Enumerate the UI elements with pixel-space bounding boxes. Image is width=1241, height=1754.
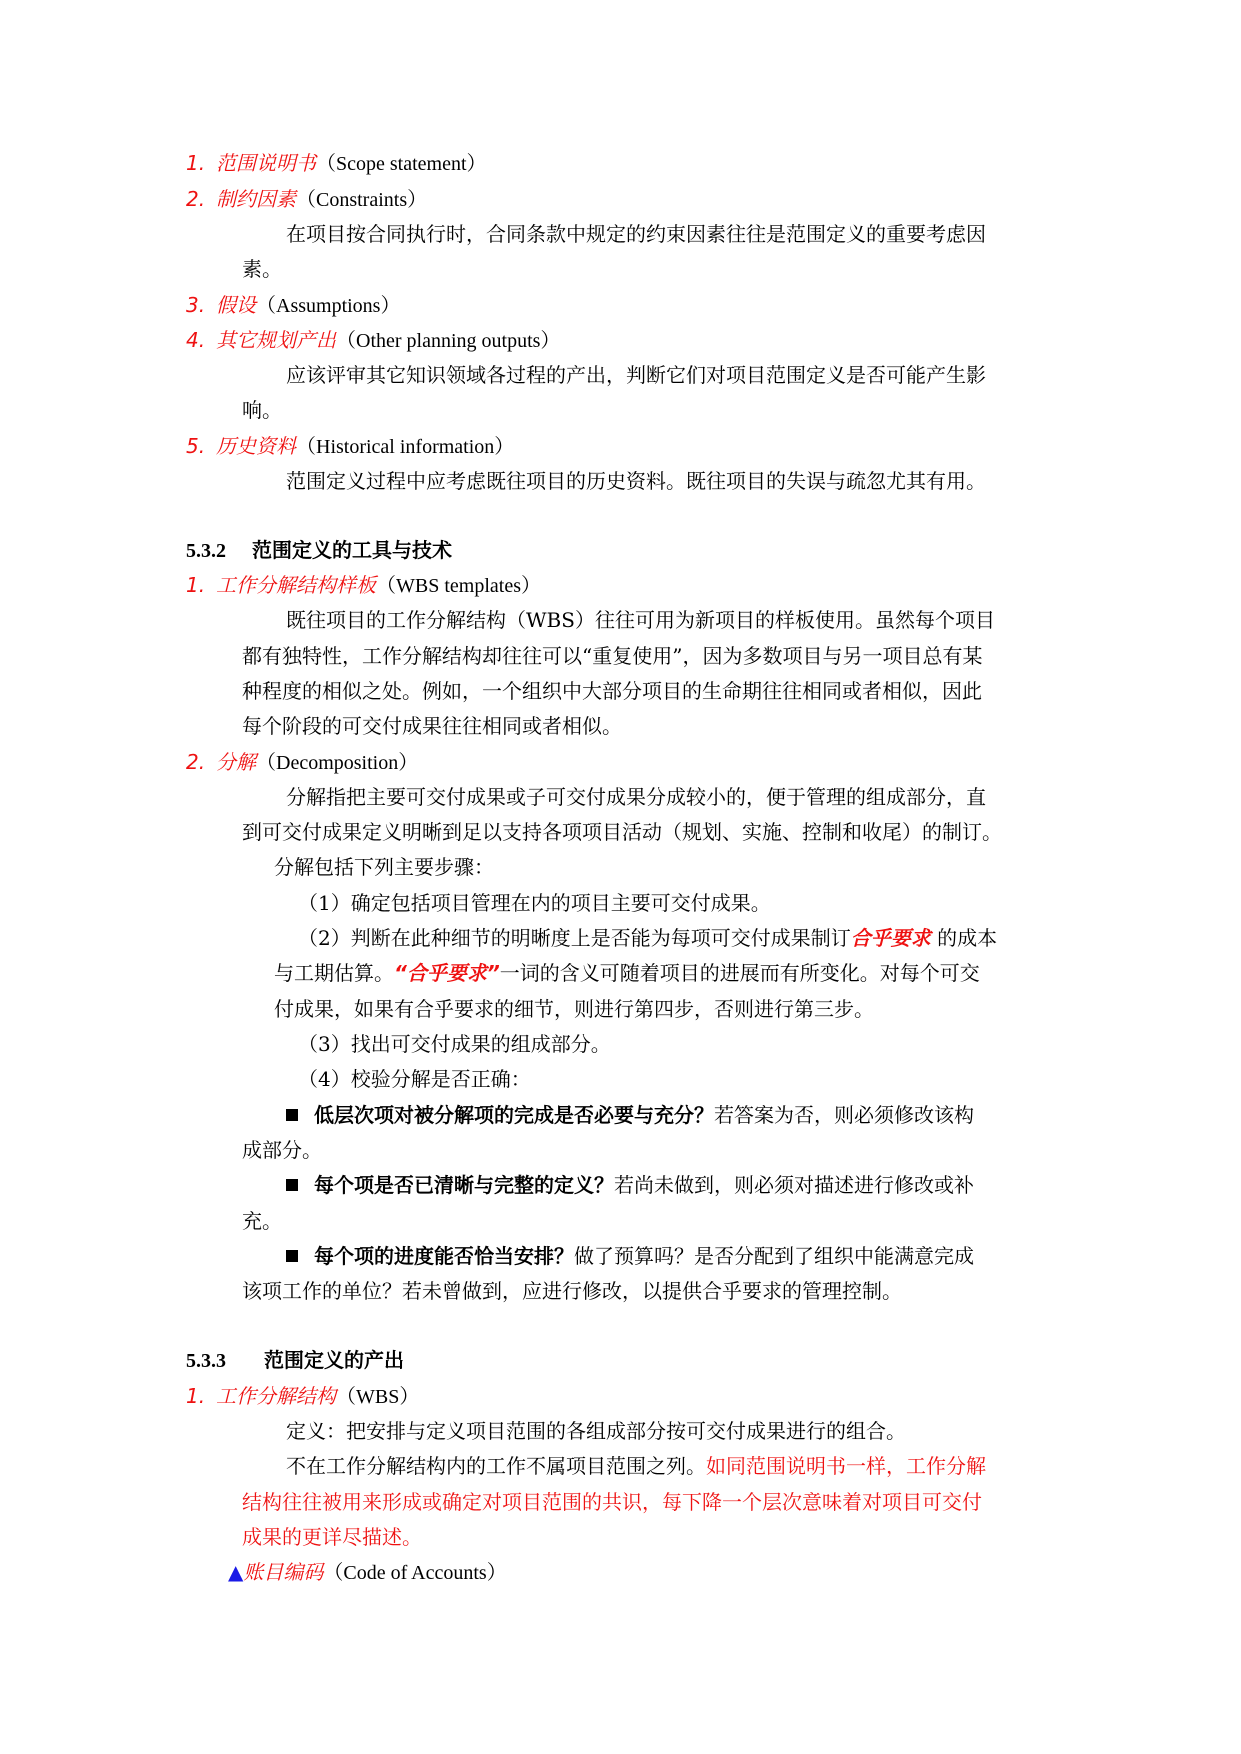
check-question: 低层次项对被分解项的完成是否必要与充分？	[314, 1103, 714, 1127]
item-english: （Code of Accounts）	[323, 1562, 507, 1584]
paragraph-line: 在项目按合同执行时，合同条款中规定的约束因素往往是范围定义的重要考虑因	[286, 222, 986, 246]
paragraph-line: 都有独特性，工作分解结构却往往可以“重复使用”，因为多数项目与另一项目总有某	[242, 644, 983, 668]
paragraph-line: 每个阶段的可交付成果往往相同或者相似。	[242, 714, 622, 738]
section-number: 5.3.3	[186, 1350, 226, 1372]
item-wbs	[186, 1382, 419, 1410]
item-english: （Assumptions）	[256, 295, 401, 317]
step-text: 的成本	[930, 926, 998, 950]
paragraph-line: 成部分。	[242, 1138, 322, 1162]
item-number: 2.	[186, 750, 206, 774]
step-4: （4）校验分解是否正确：	[298, 1067, 531, 1091]
paragraph-line: 到可交付成果定义明晰到足以支持各项项目活动（规划、实施、控制和收尾）的制订。	[242, 820, 1002, 844]
step-2-cont	[274, 959, 980, 987]
paragraph-text: 不在工作分解结构内的工作不属项目范围之列。	[286, 1454, 706, 1478]
item-english: （Other planning outputs）	[336, 330, 561, 352]
item-historical-information	[186, 432, 514, 460]
check-question: 每个项是否已清晰与完整的定义？	[314, 1173, 614, 1197]
square-bullet-icon	[286, 1250, 298, 1262]
highlighted-line: 成果的更详尽描述。	[242, 1525, 422, 1549]
item-term: 工作分解结构	[216, 1384, 336, 1408]
highlighted-line: 结构往往被用来形成或确定对项目范围的共识，每下降一个层次意味着对项目可交付	[242, 1490, 982, 1514]
check-bullet-3	[286, 1242, 974, 1270]
item-number: 1.	[186, 573, 206, 597]
step-3: （3）找出可交付成果的组成部分。	[298, 1032, 611, 1056]
item-number: 2.	[186, 187, 206, 211]
paragraph-line: 响。	[242, 398, 282, 422]
step-text: 与工期估算。	[274, 961, 394, 985]
item-english: （WBS templates）	[376, 575, 541, 597]
item-scope-statement	[186, 149, 487, 177]
item-english: （Historical information）	[296, 436, 515, 458]
paragraph-line	[286, 1452, 986, 1480]
paragraph-line: 范围定义过程中应考虑既往项目的历史资料。既往项目的失误与疏忽尤其有用。	[286, 469, 986, 493]
item-decomposition	[186, 748, 418, 776]
step-1: （1）确定包括项目管理在内的项目主要可交付成果。	[298, 891, 771, 915]
check-answer: 若尚未做到，则必须对描述进行修改或补	[614, 1173, 974, 1197]
paragraph-line: 该项工作的单位？若未曾做到，应进行修改，以提供合乎要求的管理控制。	[242, 1279, 902, 1303]
definition-line: 定义：把安排与定义项目范围的各组成部分按可交付成果进行的组合。	[286, 1419, 906, 1443]
paragraph-line: 分解包括下列主要步骤：	[274, 855, 494, 879]
item-assumptions	[186, 291, 400, 319]
paragraph-line: 充。	[242, 1209, 282, 1233]
item-english: （Scope statement）	[316, 153, 487, 175]
check-bullet-1	[286, 1101, 974, 1129]
item-english: （Constraints）	[296, 189, 428, 211]
check-answer: 若答案为否，则必须修改该构	[714, 1103, 974, 1127]
paragraph-line: 种程度的相似之处。例如，一个组织中大部分项目的生命期往往相同或者相似，因此	[242, 679, 982, 703]
item-other-planning-outputs	[186, 326, 560, 354]
item-term: 历史资料	[216, 434, 296, 458]
square-bullet-icon	[286, 1179, 298, 1191]
step-text: （2）判断在此种细节的明晰度上是否能为每项可交付成果制订	[298, 926, 851, 950]
item-number: 5.	[186, 434, 206, 458]
paragraph-line: 分解指把主要可交付成果或子可交付成果分成较小的，便于管理的组成部分，直	[286, 785, 986, 809]
step-2-cont: 付成果，如果有合乎要求的细节，则进行第四步，否则进行第三步。	[274, 997, 874, 1021]
paragraph-line: 应该评审其它知识领域各过程的产出，判断它们对项目范围定义是否可能产生影	[286, 363, 986, 387]
item-term: 制约因素	[216, 187, 296, 211]
item-number: 3.	[186, 293, 206, 317]
check-bullet-2	[286, 1171, 974, 1199]
check-question: 每个项的进度能否恰当安排？	[314, 1244, 574, 1268]
step-text: 一词的含义可随着项目的进展而有所变化。对每个可交	[499, 961, 980, 985]
item-code-of-accounts	[228, 1558, 507, 1586]
check-answer: 做了预算吗？是否分配到了组织中能满意完成	[574, 1244, 974, 1268]
item-english: （WBS）	[336, 1386, 420, 1408]
section-title: 范围定义的工具与技术	[252, 538, 452, 562]
paragraph-line: 既往项目的工作分解结构（WBS）往往可用为新项目的样板使用。虽然每个项目	[286, 608, 995, 632]
item-number: 1.	[186, 151, 206, 175]
item-term: 账目编码	[243, 1560, 324, 1584]
item-number: 4.	[186, 328, 206, 352]
item-wbs-templates	[186, 571, 541, 599]
highlighted-text: 如同范围说明书一样，工作分解	[706, 1454, 986, 1478]
section-heading-5-3-2	[186, 536, 452, 564]
item-term: 范围说明书	[216, 151, 316, 175]
emphasis-term: “合乎要求”	[394, 961, 500, 985]
item-constraints	[186, 185, 427, 213]
section-number: 5.3.2	[186, 540, 226, 562]
item-english: （Decomposition）	[256, 752, 419, 774]
square-bullet-icon	[286, 1109, 298, 1121]
item-term: 工作分解结构样板	[216, 573, 376, 597]
section-heading-5-3-3	[186, 1346, 404, 1374]
item-term: 其它规划产出	[216, 328, 336, 352]
item-term: 假设	[216, 293, 256, 317]
step-2	[298, 924, 997, 952]
section-title: 范围定义的产出	[264, 1348, 404, 1372]
triangle-bullet-icon: ▲	[228, 1560, 244, 1584]
item-term: 分解	[216, 750, 256, 774]
paragraph-line: 素。	[242, 257, 282, 281]
item-number: 1.	[186, 1384, 206, 1408]
emphasis-term: 合乎要求	[850, 926, 931, 950]
